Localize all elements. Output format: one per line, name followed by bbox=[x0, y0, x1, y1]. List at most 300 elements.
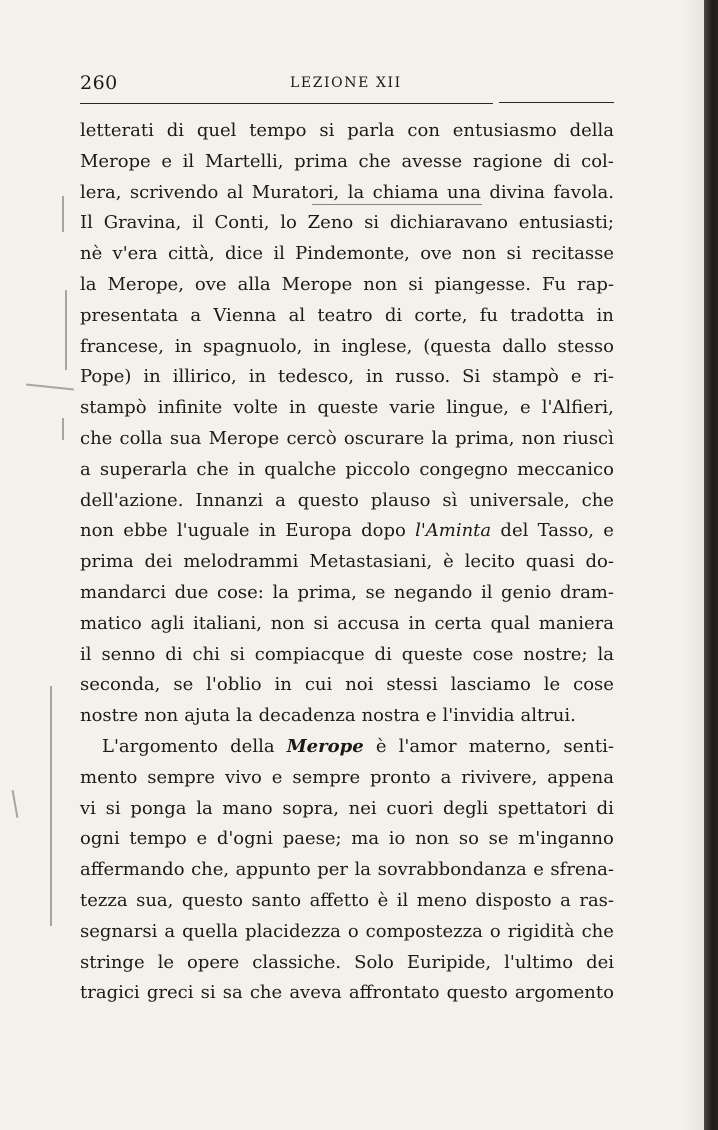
word: in bbox=[313, 335, 331, 357]
page-header bbox=[80, 72, 613, 98]
text-line bbox=[80, 116, 614, 147]
word: che bbox=[196, 458, 229, 480]
word: che bbox=[249, 982, 283, 1004]
word: il bbox=[396, 889, 409, 911]
header-rule-right bbox=[499, 102, 614, 103]
word: Martelli, bbox=[204, 150, 284, 172]
word: Gravina, bbox=[103, 212, 182, 234]
header-rule bbox=[80, 103, 493, 104]
word: dei bbox=[144, 551, 173, 573]
word: lera, bbox=[80, 181, 122, 203]
word: o bbox=[347, 920, 359, 942]
text-line bbox=[80, 393, 614, 424]
word: Si bbox=[462, 366, 481, 388]
word: scrivendo bbox=[129, 181, 219, 203]
word: dallo bbox=[502, 335, 547, 357]
word: la bbox=[431, 427, 448, 449]
word: la bbox=[80, 273, 97, 295]
text-line bbox=[80, 855, 614, 886]
word: prima, bbox=[455, 427, 515, 449]
word: sopra, bbox=[282, 797, 339, 819]
word: Tasso, bbox=[537, 520, 594, 542]
word: fu bbox=[479, 304, 498, 326]
word: si bbox=[105, 797, 121, 819]
word: tezza bbox=[80, 889, 128, 911]
word: è bbox=[377, 889, 389, 911]
word: la bbox=[196, 797, 213, 819]
word: si bbox=[200, 982, 216, 1004]
word: queste bbox=[401, 643, 463, 665]
word: agli bbox=[150, 612, 185, 634]
word: con bbox=[407, 120, 440, 141]
word: nostre; bbox=[523, 643, 588, 665]
word: spagnuolo, bbox=[203, 335, 303, 357]
page-gutter-shadow bbox=[682, 0, 704, 1130]
word: certa bbox=[434, 612, 482, 634]
word: al bbox=[288, 304, 306, 326]
word: in bbox=[408, 612, 426, 634]
word: per bbox=[317, 859, 349, 881]
word: compiacque bbox=[254, 643, 365, 665]
word: rigidità bbox=[507, 920, 575, 942]
word: cui bbox=[304, 674, 333, 696]
word: corte, bbox=[414, 304, 468, 326]
word: avesse bbox=[401, 150, 463, 172]
word: greci bbox=[146, 982, 194, 1004]
word: in bbox=[289, 397, 307, 419]
word: e bbox=[603, 520, 614, 542]
word: e bbox=[570, 366, 582, 388]
word: col- bbox=[581, 150, 614, 172]
word: in bbox=[365, 366, 384, 388]
word: illirico, bbox=[172, 366, 237, 388]
word: in bbox=[143, 366, 161, 388]
word: in bbox=[237, 458, 256, 480]
word: cose bbox=[472, 643, 514, 665]
word: non bbox=[462, 243, 497, 265]
word: Merope bbox=[286, 735, 364, 757]
word: stringe bbox=[80, 951, 145, 973]
word: favola. bbox=[553, 181, 614, 203]
word: stampò bbox=[80, 397, 147, 419]
word: appena bbox=[547, 766, 614, 788]
word: non bbox=[415, 828, 450, 850]
word: do- bbox=[585, 551, 614, 573]
text-line bbox=[80, 147, 614, 178]
word: tempo bbox=[129, 828, 187, 850]
word: senno bbox=[101, 643, 156, 665]
text-line bbox=[80, 978, 614, 1009]
word: dichiaravano bbox=[389, 212, 508, 234]
word: parla bbox=[347, 120, 395, 141]
word: affermando bbox=[80, 859, 185, 881]
word: Pope) bbox=[80, 366, 132, 388]
word: una bbox=[447, 181, 481, 203]
word: riuscì bbox=[562, 427, 614, 449]
word: l'invidia bbox=[442, 705, 515, 727]
text-line bbox=[80, 239, 614, 270]
word: a bbox=[164, 920, 176, 942]
word: Fu bbox=[541, 273, 567, 295]
word: oscurare bbox=[343, 427, 425, 449]
word: o bbox=[489, 920, 501, 942]
text-line bbox=[80, 763, 614, 794]
word: lasciamo bbox=[450, 674, 531, 696]
word: piccolo bbox=[345, 458, 411, 480]
word: sempre bbox=[292, 766, 361, 788]
word: non bbox=[521, 427, 556, 449]
word: accusa bbox=[337, 612, 400, 634]
word: a bbox=[80, 458, 91, 480]
word: vivo bbox=[224, 766, 262, 788]
word: lecito bbox=[464, 551, 515, 573]
word: in bbox=[248, 366, 267, 388]
page-number: 260 bbox=[80, 72, 118, 94]
word: dell'azione. bbox=[80, 489, 184, 511]
text-line bbox=[80, 917, 614, 948]
word: Merope bbox=[281, 273, 353, 295]
word: cuori bbox=[386, 797, 434, 819]
word: quella bbox=[182, 920, 239, 942]
word: se bbox=[365, 581, 386, 603]
word: di bbox=[384, 304, 403, 326]
word: l'oblio bbox=[206, 674, 262, 696]
word: Metastasiani, bbox=[309, 551, 433, 573]
word: non bbox=[363, 273, 398, 295]
word: chi bbox=[192, 643, 220, 665]
text-line bbox=[80, 578, 614, 609]
word: Euripide, bbox=[406, 951, 492, 973]
word: dopo bbox=[361, 520, 406, 542]
word: non bbox=[270, 612, 305, 634]
word: senti- bbox=[563, 735, 614, 757]
word: negando bbox=[393, 581, 473, 603]
word: se bbox=[488, 828, 509, 850]
word: rap- bbox=[577, 273, 614, 295]
word: ri- bbox=[593, 366, 614, 388]
word: spettatori bbox=[497, 797, 587, 819]
word: materno, bbox=[468, 735, 552, 757]
word: la bbox=[236, 705, 253, 727]
word: sì bbox=[442, 489, 458, 511]
word: noi bbox=[345, 674, 374, 696]
word: quasi bbox=[525, 551, 575, 573]
text-line bbox=[80, 516, 614, 547]
word: classiche. bbox=[252, 951, 342, 973]
word: volte bbox=[233, 397, 278, 419]
word: tragici bbox=[80, 982, 140, 1004]
word: lingue, bbox=[446, 397, 509, 419]
word: m'inganno bbox=[518, 828, 614, 850]
word: Muratori, bbox=[251, 181, 340, 203]
word: cose: bbox=[217, 581, 264, 603]
word: che bbox=[358, 150, 391, 172]
word: rivivere, bbox=[461, 766, 538, 788]
word: placidezza bbox=[245, 920, 341, 942]
word: a bbox=[560, 889, 571, 911]
word: alla bbox=[237, 273, 271, 295]
word: e bbox=[161, 150, 173, 172]
word: entusiasti; bbox=[518, 212, 614, 234]
word: v'era bbox=[112, 243, 158, 265]
word: a bbox=[190, 304, 202, 326]
word: dei bbox=[586, 951, 614, 973]
scan-edge bbox=[704, 0, 718, 1130]
word: le bbox=[543, 674, 561, 696]
word: di bbox=[596, 797, 614, 819]
word: a bbox=[275, 489, 286, 511]
word: lo bbox=[280, 212, 297, 234]
pencil-mark bbox=[62, 418, 64, 440]
word: affetto bbox=[309, 889, 370, 911]
word: è bbox=[375, 735, 387, 757]
word: maniera bbox=[538, 612, 614, 634]
word: il bbox=[80, 643, 92, 665]
word: il bbox=[192, 212, 204, 234]
word: melodrammi bbox=[183, 551, 299, 573]
word: dice bbox=[225, 243, 264, 265]
word: è bbox=[443, 551, 454, 573]
word: russo. bbox=[395, 366, 451, 388]
word: plauso bbox=[370, 489, 431, 511]
word: io bbox=[388, 828, 406, 850]
word: città, bbox=[167, 243, 215, 265]
word: questo bbox=[297, 489, 359, 511]
text-line bbox=[80, 424, 614, 455]
word: nè bbox=[80, 243, 103, 265]
word: e bbox=[271, 766, 283, 788]
word: altrui. bbox=[520, 705, 576, 727]
word: l'ultimo bbox=[504, 951, 574, 973]
word: d'ogni bbox=[216, 828, 273, 850]
word: inglese, bbox=[341, 335, 413, 357]
text-line bbox=[80, 301, 614, 332]
word: che, bbox=[191, 859, 230, 881]
word: non bbox=[80, 520, 115, 542]
word: Il bbox=[80, 212, 93, 234]
text-line bbox=[80, 455, 614, 486]
word: nostre bbox=[80, 705, 139, 727]
word: ove bbox=[420, 243, 452, 265]
text-line bbox=[80, 948, 614, 979]
word: e bbox=[533, 859, 544, 881]
word: meno bbox=[416, 889, 467, 911]
word: seconda, bbox=[80, 674, 161, 696]
word: (questa bbox=[423, 335, 492, 357]
word: italiani, bbox=[192, 612, 262, 634]
word: stesso bbox=[557, 335, 614, 357]
word: ajuta bbox=[184, 705, 231, 727]
word: Zeno bbox=[307, 212, 354, 234]
word: piangesse. bbox=[434, 273, 531, 295]
word: divina bbox=[489, 181, 545, 203]
word: stessi bbox=[386, 674, 438, 696]
word: congegno bbox=[419, 458, 508, 480]
word: se bbox=[173, 674, 194, 696]
word: che bbox=[581, 489, 614, 511]
word: sempre bbox=[147, 766, 216, 788]
word: il bbox=[273, 243, 285, 265]
word: di bbox=[374, 643, 392, 665]
word: Europa bbox=[285, 520, 352, 542]
word: sfrena- bbox=[550, 859, 614, 881]
word: infinite bbox=[157, 397, 223, 419]
word: di bbox=[165, 643, 183, 665]
word: mano bbox=[222, 797, 273, 819]
word: questo bbox=[446, 982, 508, 1004]
word: la bbox=[597, 643, 614, 665]
word: degli bbox=[442, 797, 489, 819]
word: e bbox=[520, 397, 531, 419]
pencil-mark bbox=[26, 383, 74, 390]
word: matico bbox=[80, 612, 142, 634]
word: vi bbox=[80, 797, 96, 819]
word: le bbox=[157, 951, 175, 973]
word: l'uguale bbox=[176, 520, 250, 542]
word: si bbox=[313, 612, 329, 634]
word: a bbox=[440, 766, 452, 788]
word: sua, bbox=[136, 889, 174, 911]
word: disposto bbox=[475, 889, 552, 911]
word: la bbox=[272, 581, 289, 603]
text-line bbox=[80, 701, 614, 732]
body-text bbox=[80, 116, 614, 1009]
word: pronto bbox=[370, 766, 431, 788]
word: letterati bbox=[80, 120, 154, 141]
word: qual bbox=[490, 612, 531, 634]
word: entusiasmo bbox=[452, 120, 557, 141]
word: si bbox=[229, 643, 245, 665]
text-line bbox=[80, 732, 614, 763]
word: L'argomento bbox=[102, 735, 218, 757]
word: che bbox=[581, 920, 614, 942]
word: decadenza bbox=[258, 705, 356, 727]
word: stampò bbox=[492, 366, 559, 388]
word: in bbox=[174, 335, 193, 357]
word: prima bbox=[80, 551, 134, 573]
pencil-mark bbox=[50, 686, 52, 926]
word: Solo bbox=[354, 951, 394, 973]
word: ponga bbox=[130, 797, 187, 819]
word: prima, bbox=[297, 581, 357, 603]
word: ebbe bbox=[123, 520, 168, 542]
word: al bbox=[226, 181, 244, 203]
word: mento bbox=[80, 766, 138, 788]
word: si bbox=[506, 243, 522, 265]
word: della bbox=[230, 735, 275, 757]
text-line bbox=[80, 824, 614, 855]
word: recitasse bbox=[531, 243, 614, 265]
word: ragione bbox=[472, 150, 543, 172]
word: universale, bbox=[469, 489, 570, 511]
word: due bbox=[174, 581, 209, 603]
word: si bbox=[364, 212, 380, 234]
word: della bbox=[569, 120, 614, 141]
word: segnarsi bbox=[80, 920, 158, 942]
word: Pindemonte, bbox=[295, 243, 410, 265]
word: l'amor bbox=[398, 735, 457, 757]
word: francese, bbox=[80, 335, 164, 357]
word: santo bbox=[251, 889, 302, 911]
word: del bbox=[500, 520, 529, 542]
word: tedesco, bbox=[278, 366, 354, 388]
word: sua bbox=[169, 427, 202, 449]
text-line bbox=[80, 270, 614, 301]
word: ove bbox=[194, 273, 227, 295]
word: e bbox=[425, 705, 437, 727]
pencil-mark bbox=[12, 790, 18, 818]
word: il bbox=[480, 581, 493, 603]
word: compostezza bbox=[365, 920, 483, 942]
word: si bbox=[408, 273, 424, 295]
text-line bbox=[80, 332, 614, 363]
word: il bbox=[182, 150, 195, 172]
text-line bbox=[80, 547, 614, 578]
word: ma bbox=[351, 828, 380, 850]
word: cose bbox=[573, 674, 614, 696]
pencil-mark bbox=[62, 196, 64, 232]
text-line bbox=[80, 670, 614, 701]
word: di bbox=[166, 120, 184, 141]
word: colla bbox=[119, 427, 163, 449]
text-line bbox=[80, 486, 614, 517]
text-line bbox=[80, 640, 614, 671]
word: la bbox=[347, 181, 365, 203]
text-line bbox=[80, 886, 614, 917]
word: argomento bbox=[514, 982, 614, 1004]
word: chiama bbox=[372, 181, 439, 203]
word: teatro bbox=[317, 304, 373, 326]
word: non bbox=[144, 705, 179, 727]
word: sa bbox=[222, 982, 243, 1004]
word: questo bbox=[181, 889, 243, 911]
word: paese; bbox=[282, 828, 342, 850]
word: in bbox=[258, 520, 277, 542]
word: e bbox=[196, 828, 208, 850]
text-line bbox=[80, 208, 614, 239]
word: superarla bbox=[99, 458, 188, 480]
word: l'Alfieri, bbox=[541, 397, 614, 419]
text-line bbox=[80, 609, 614, 640]
word: di bbox=[553, 150, 571, 172]
word: in bbox=[274, 674, 292, 696]
word: presentata bbox=[80, 304, 179, 326]
word: quel bbox=[196, 120, 237, 141]
text-line bbox=[80, 794, 614, 825]
word: ras- bbox=[579, 889, 614, 911]
word: varie bbox=[389, 397, 436, 419]
word: aveva bbox=[289, 982, 342, 1004]
word: prima bbox=[294, 150, 348, 172]
text-line bbox=[80, 362, 614, 393]
word: tempo bbox=[249, 120, 307, 141]
word: so bbox=[458, 828, 479, 850]
word: Innanzi bbox=[195, 489, 264, 511]
word: mandarci bbox=[80, 581, 167, 603]
word: che bbox=[80, 427, 113, 449]
word: qualche bbox=[264, 458, 337, 480]
word: Merope, bbox=[107, 273, 184, 295]
running-head: LEZIONE XII bbox=[290, 75, 402, 91]
word: Merope bbox=[80, 150, 151, 172]
word: Vienna bbox=[213, 304, 277, 326]
word: genio bbox=[501, 581, 552, 603]
text-line bbox=[80, 178, 614, 209]
word: Conti, bbox=[214, 212, 270, 234]
word: meccanico bbox=[517, 458, 614, 480]
word: sovrabbondanza bbox=[377, 859, 527, 881]
word: queste bbox=[317, 397, 379, 419]
